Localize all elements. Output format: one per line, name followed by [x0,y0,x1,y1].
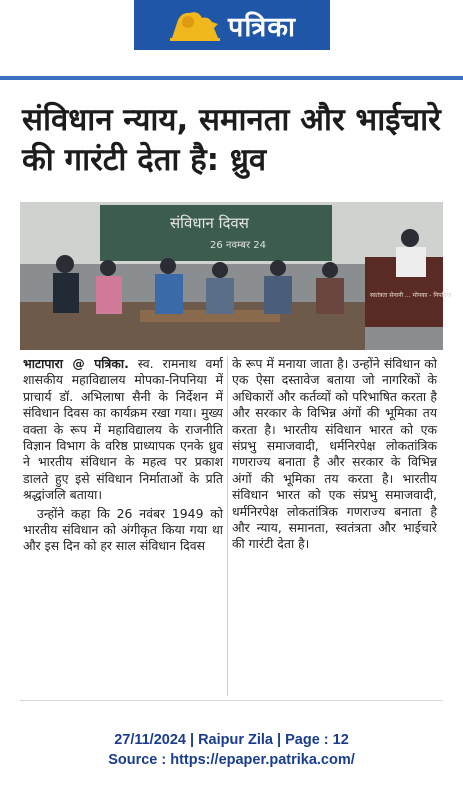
paragraph-3: के रूप में मनाया जाता है। उन्होंने संविधान को एक ऐसा दस्तावेज बताया जो नागरिकों के अधिकारों और कर्तव्यों को परिभाषित करता है और सरकार के विभिन्न अंगों की भूमिका तय करता है। भारतीय संविधान भारत को एक संप्रभु समाजवादी, धर्मनिरपेक्ष लोकतांत्रिक गणराज्य बनाता है और सरकार के विभिन्न अंगों की भूमिका तय करता है। भारतीय संविधान भारत को एक संप्रभु समाजवादी, धर्मनिरपेक्ष लोकतांत्रिक गणराज्य बनाता है और न्याय, समानता, स्वतंत्रता और भाईचारे की गारंटी देता है। [232,356,437,552]
brand-name: पत्रिका [228,11,296,43]
board-date: 26 नवम्बर 24 [210,240,266,251]
article-column-2 [232,356,437,553]
headline: संविधान न्याय, समानता और भाईचारे की गारंटी देता है: ध्रुव [22,102,441,178]
article-column-1 [23,356,223,555]
article-photo [20,202,452,350]
paragraph-1-text: स्व. रामनाथ वर्मा शासकीय महाविद्यालय मोपका-निपनिया में प्राचार्य डॉ. अभिलाषा सैनी के निर्देशन में संविधान दिवस का कार्यक्रम रखा गया। मुख्य वक्ता के रूप में महाविद्यालय के राजनीति विज्ञान विभाग के वरिष्ठ प्राध्यापक एनके ध्रुव ने भारतीय संविधान के महत्व पर प्रकाश डालते हुए इसे संविधान निर्माताओं के प्रति श्रद्धांजलि बताया। [23,356,223,503]
column-divider [227,356,228,696]
masthead-logo [134,0,330,50]
bottom-rule [20,700,443,701]
event-photo-illustration [20,202,452,350]
banner-text: स्वतंत्रता सेनानी ... मोपका - निपनिया [370,292,452,299]
paragraph-2: उन्होंने कहा कि 26 नवंबर 1949 को भारतीय संविधान को अंगीकृत किया गया था और इस दिन को हर साल संविधान दिवस [23,505,223,554]
footer-source: Source : https://epaper.patrika.com/ [108,752,355,768]
top-rule [0,76,463,80]
dateline: भाटापारा @ पत्रिका. [23,356,129,371]
paragraph-1 [23,356,223,504]
footer-date-info: 27/11/2024 | Raipur Zila | Page : 12 [114,732,349,748]
board-text: संविधान दिवस [170,214,249,232]
lion-emblem-icon [168,8,222,42]
